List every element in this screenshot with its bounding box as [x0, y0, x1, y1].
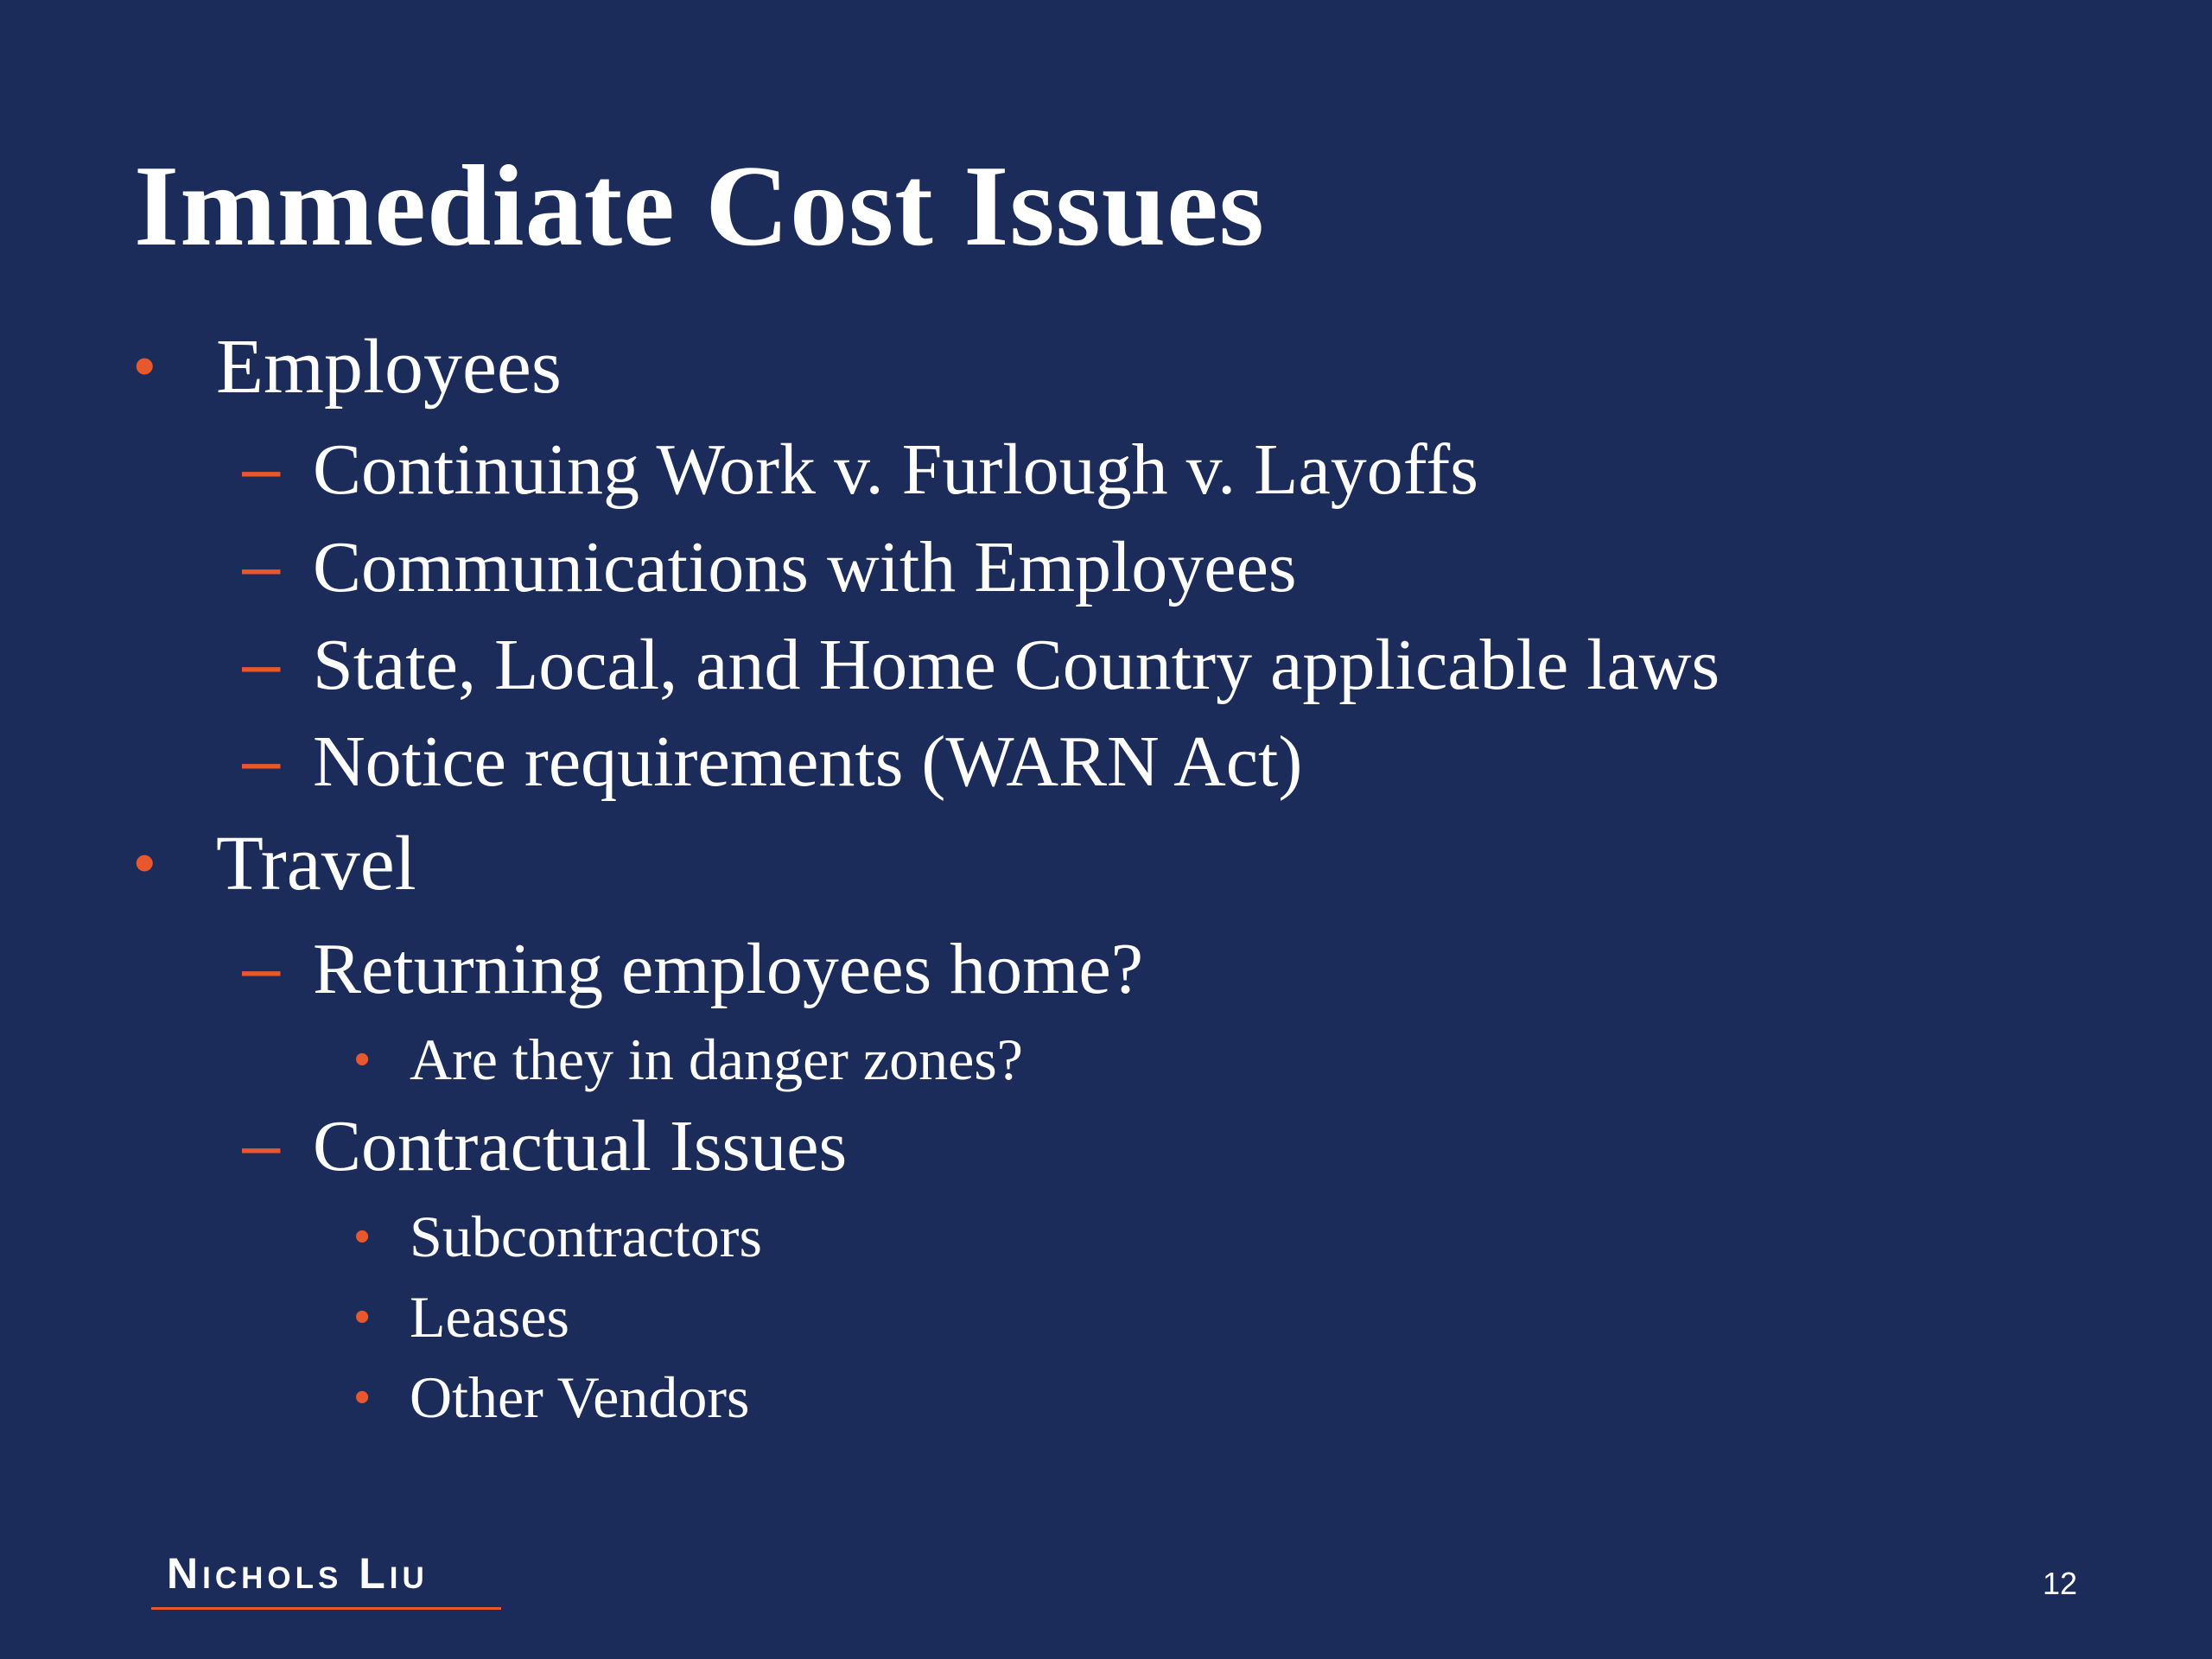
bullet-icon: • [354, 1372, 371, 1422]
company-logo [151, 1549, 501, 1610]
bullet-item-level-2 [242, 527, 1297, 607]
bullet-text: Other Vendors [410, 1364, 750, 1430]
bullet-icon: • [354, 1292, 371, 1342]
bullet-text: Are they in danger zones? [410, 1027, 1023, 1092]
dash-icon: – [242, 625, 281, 702]
bullet-text: Travel [216, 821, 416, 906]
dash-icon: – [242, 1106, 281, 1183]
bullet-item-level-2 [242, 429, 1478, 510]
bullet-icon: • [354, 1211, 371, 1262]
bullet-item-level-3 [354, 1284, 570, 1350]
bullet-text: Subcontractors [410, 1204, 762, 1269]
bullet-item-level-1 [134, 821, 416, 906]
bullet-icon: • [354, 1034, 371, 1084]
bullet-text: State, Local, and Home Country applicable laws [313, 625, 1720, 705]
logo-underline [151, 1607, 501, 1610]
bullet-icon: • [134, 332, 156, 399]
bullet-text: Employees [216, 324, 562, 410]
logo-text: Nichols Liu [167, 1549, 429, 1598]
bullet-item-level-3 [354, 1204, 762, 1269]
dash-icon: – [242, 721, 281, 798]
bullet-text: Leases [410, 1284, 570, 1350]
bullet-text: Returning employees home? [313, 929, 1144, 1009]
bullet-item-level-1 [134, 324, 562, 410]
slide-title: Immediate Cost Issues [134, 142, 1265, 270]
bullet-item-level-3 [354, 1027, 1023, 1092]
bullet-text: Communications with Employees [313, 527, 1297, 607]
dash-icon: – [242, 929, 281, 1006]
dash-icon: – [242, 429, 281, 506]
bullet-text: Contractual Issues [313, 1106, 848, 1186]
bullet-item-level-2 [242, 1106, 848, 1186]
bullet-item-level-2 [242, 929, 1144, 1009]
bullet-icon: • [134, 829, 156, 896]
bullet-text: Notice requirements (WARN Act) [313, 721, 1303, 802]
dash-icon: – [242, 527, 281, 604]
bullet-item-level-2 [242, 625, 1720, 705]
page-number: 12 [2042, 1566, 2077, 1601]
bullet-text: Continuing Work v. Furlough v. Layoffs [313, 429, 1478, 510]
bullet-item-level-3 [354, 1364, 750, 1430]
bullet-item-level-2 [242, 721, 1303, 802]
